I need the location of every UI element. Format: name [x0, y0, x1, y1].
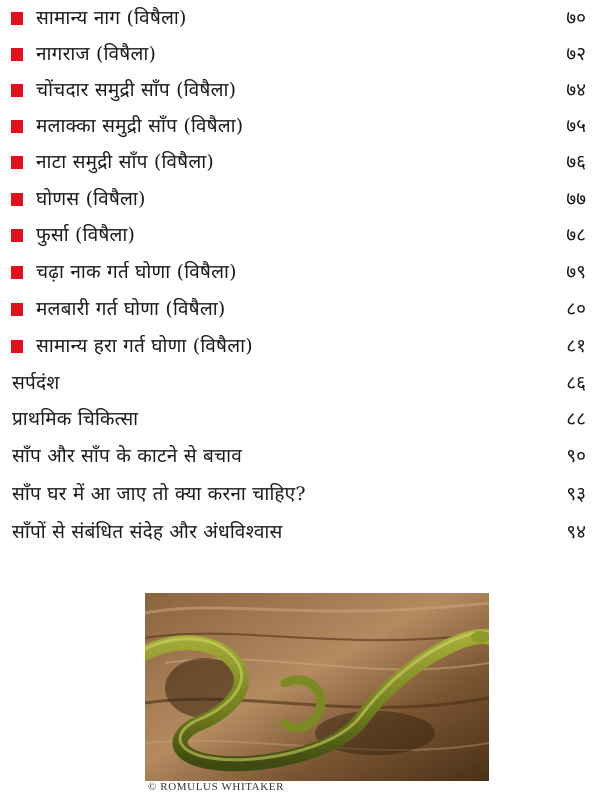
toc-entry-page: ७७	[566, 188, 586, 210]
toc-entry-title: फुर्सा (विषैला)	[36, 224, 136, 246]
red-square-bullet-icon	[11, 156, 23, 169]
toc-entry-title: चढ़ा नाक गर्त घोणा (विषैला)	[36, 261, 237, 283]
toc-entry-page: ७२	[566, 43, 586, 65]
toc-chapter-page: ९०	[566, 445, 586, 467]
red-square-bullet-icon	[11, 266, 23, 279]
red-square-bullet-icon	[11, 303, 23, 316]
red-square-bullet-icon	[11, 120, 23, 133]
toc-entry-page: ८०	[566, 298, 586, 320]
toc-entry[interactable]	[0, 294, 600, 324]
toc-entry-page: ७४	[566, 79, 586, 101]
red-square-bullet-icon	[11, 84, 23, 97]
photo-credit: © ROMULUS WHITAKER	[148, 781, 285, 793]
toc-chapter-page: ९३	[566, 483, 586, 505]
toc-entry-page: ७८	[566, 224, 586, 246]
toc-chapter[interactable]	[0, 517, 600, 547]
toc-entry-title: मलाक्का समुद्री साँप (विषैला)	[36, 115, 244, 137]
red-square-bullet-icon	[11, 48, 23, 61]
toc-entry-page: ७९	[566, 261, 586, 283]
red-square-bullet-icon	[11, 12, 23, 25]
toc-entry-page: ८१	[566, 335, 586, 357]
toc-chapter-page: ८६	[566, 372, 586, 394]
toc-chapter[interactable]	[0, 479, 600, 509]
snake-photograph	[145, 593, 489, 781]
toc-chapter-title: साँप और साँप के काटने से बचाव	[12, 445, 243, 467]
toc-entry-title: नाटा समुद्री साँप (विषैला)	[36, 151, 214, 173]
toc-entry-page: ७६	[566, 151, 586, 173]
toc-entry[interactable]	[0, 184, 600, 214]
toc-entry-page: ७०	[566, 7, 586, 29]
toc-entry[interactable]	[0, 147, 600, 177]
toc-entry-title: मलबारी गर्त घोणा (विषैला)	[36, 298, 226, 320]
toc-entry[interactable]	[0, 331, 600, 361]
toc-chapter-title: साँपों से संबंधित संदेह और अंधविश्वास	[12, 521, 283, 543]
toc-chapter-title: सर्पदंश	[12, 372, 60, 394]
toc-chapter-title: साँप घर में आ जाए तो क्या करना चाहिए?	[12, 483, 306, 505]
toc-entry[interactable]	[0, 257, 600, 287]
toc-entry-title: घोणस (विषैला)	[36, 188, 146, 210]
toc-entry[interactable]	[0, 111, 600, 141]
toc-entry-title: चोंचदार समुद्री साँप (विषैला)	[36, 79, 237, 101]
toc-entry[interactable]	[0, 3, 600, 33]
toc-entry-title: सामान्य नाग (विषैला)	[36, 7, 187, 29]
toc-entry[interactable]	[0, 39, 600, 69]
toc-chapter-title: प्राथमिक चिकित्सा	[12, 408, 139, 430]
toc-chapter-page: ८८	[566, 408, 586, 430]
toc-entry-title: सामान्य हरा गर्त घोणा (विषैला)	[36, 335, 253, 357]
toc-chapter[interactable]	[0, 404, 600, 434]
toc-chapter[interactable]	[0, 368, 600, 398]
red-square-bullet-icon	[11, 229, 23, 242]
toc-entry[interactable]	[0, 220, 600, 250]
toc-entry-title: नागराज (विषैला)	[36, 43, 157, 65]
toc-chapter[interactable]	[0, 441, 600, 471]
toc-entry-page: ७५	[566, 115, 586, 137]
red-square-bullet-icon	[11, 340, 23, 353]
red-square-bullet-icon	[11, 193, 23, 206]
toc-entry[interactable]	[0, 75, 600, 105]
toc-chapter-page: ९४	[566, 521, 586, 543]
